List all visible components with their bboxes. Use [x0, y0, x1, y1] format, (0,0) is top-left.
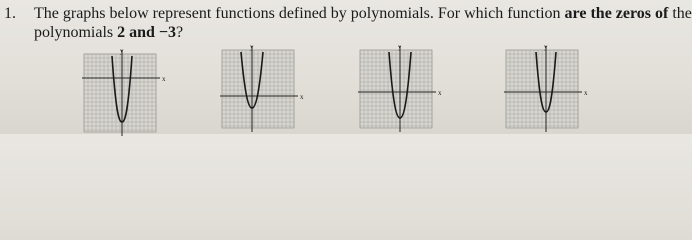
- question-number: 1.: [4, 5, 16, 22]
- graph-choice-3[interactable]: [356, 44, 446, 134]
- graph-choice-1[interactable]: [80, 48, 170, 138]
- graph-choice-4[interactable]: [502, 44, 592, 134]
- y-axis-label: y: [120, 47, 124, 55]
- x-axis-label: x: [162, 75, 166, 83]
- question-line-1: [4, 4, 692, 23]
- y-axis-label: y: [250, 43, 254, 51]
- question-text-part: The graphs below represent functions defined by polynomials. For which function: [34, 5, 565, 22]
- question-zeros: 2 and −3: [117, 24, 177, 41]
- question-text-part: polynomials: [34, 24, 118, 41]
- x-axis-label: x: [584, 89, 588, 97]
- question-emphasis: are the zeros of: [564, 5, 669, 22]
- x-axis-label: x: [300, 93, 304, 101]
- question: [4, 4, 692, 42]
- x-axis-label: x: [438, 89, 442, 97]
- question-text-part: the: [668, 5, 692, 22]
- graph-svg: [218, 44, 308, 134]
- graph-svg: [502, 44, 592, 134]
- graph-choice-2[interactable]: [218, 44, 308, 134]
- question-line-2: [4, 23, 640, 42]
- y-axis-label: y: [398, 43, 402, 51]
- graph-svg: [356, 44, 446, 134]
- y-axis-label: y: [544, 43, 548, 51]
- graph-svg: [80, 48, 170, 138]
- question-text-part: ?: [176, 24, 184, 41]
